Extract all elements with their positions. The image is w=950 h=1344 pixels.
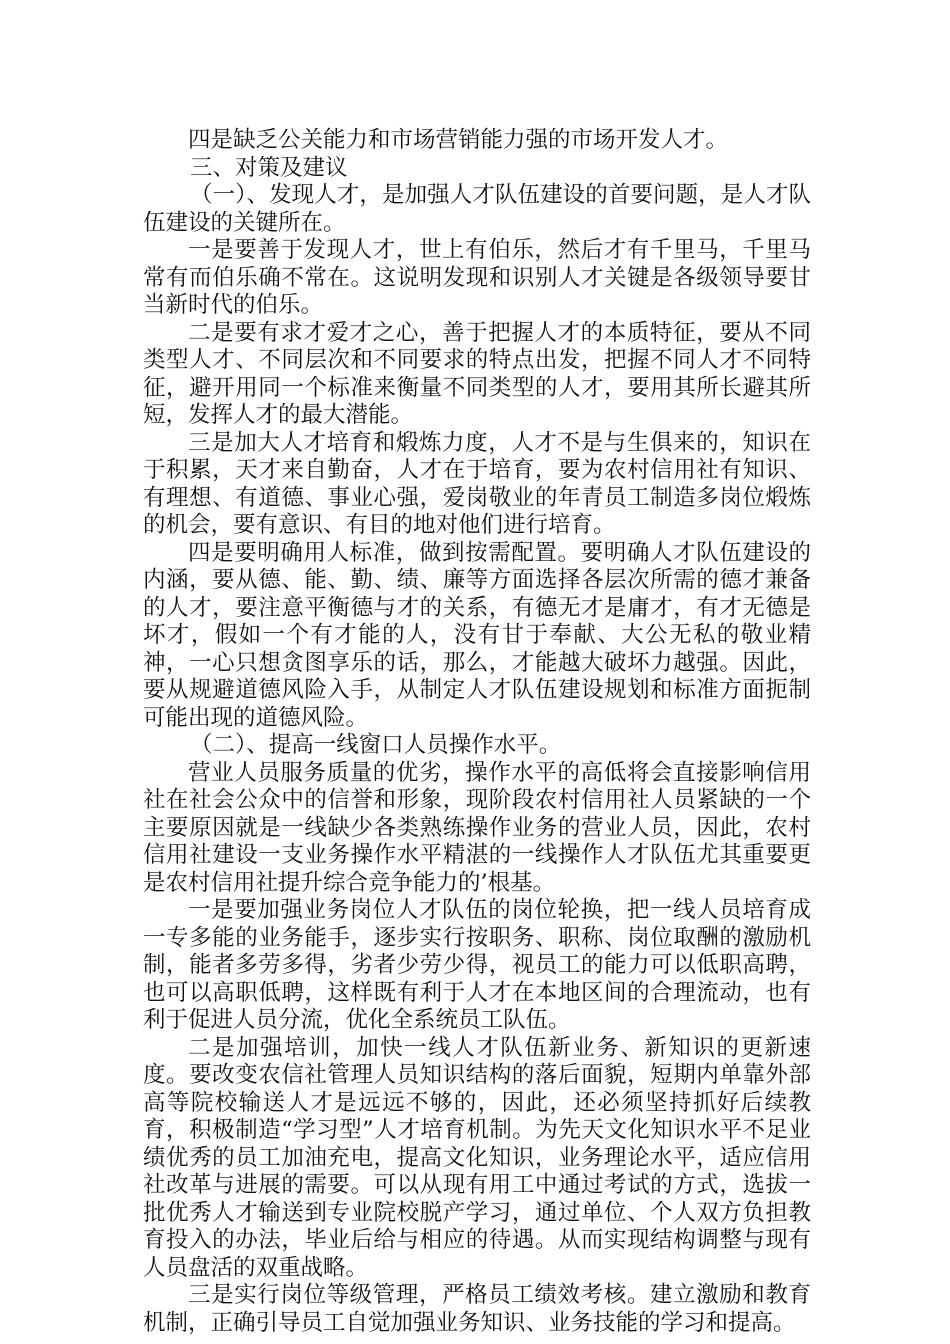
document-body — [143, 127, 811, 1337]
paragraph-rotation: 一是要加强业务岗位人才队伍的岗位轮换，把一线人员培育成一专多能的业务能手，逐步实行按职务、职称、岗位取酬的激励机制，能者多劳多得，劣者少劳少得，视员工的能力可以低职高聘，也可以高职低聘，这样既有利于人才在本地区间的合理流动，也有利于促进人员分流，优化全系统员工队伍。 — [143, 897, 811, 1033]
paragraph-training: 二是加强培训，加快一线人才队伍新业务、新知识的更新速度。要改变农信社管理人员知识结构的落后面貌，短期内单靠外部高等院校输送人才是远远不够的，因此，还必须坚持抓好后续教育，积极制造“学习型”人才培育机制。为先天文化知识水平不足业绩优秀的员工加油充电，提高文化知识，业务理论水平，适应信用社改革与进展的需要。可以从现有用工中通过考试的方式，选拔一批优秀人才输送到专业院校脱产学习，通过单位、个人双方负担教育投入的办法，毕业后给与相应的待遇。从而实现结构调整与现有人员盘活的双重战略。 — [143, 1034, 811, 1281]
paragraph-cherish-talent: 二是要有求才爱才之心，善于把握人才的本质特征，要从不同类型人才、不同层次和不同要求的特点出发，把握不同人才不同特征，避开用同一个标准来衡量不同类型的人才，要用其所长避其所短，发挥人才的最大潜能。 — [143, 319, 811, 428]
section-heading-3: 三、对策及建议 — [190, 154, 348, 181]
paragraph-service-quality: 营业人员服务质量的优劣，操作水平的高低将会直接影响信用社在社会公众中的信誉和形象，现阶段农村信用社人员紧缺的一个主要原因就是一线缺少各类熟练操作业务的营业人员，因此，农村信用社建设一支业务操作水平精湛的一线操作人才队伍尤其重要更是农村信用社提升综合竞争能力的’根基。 — [143, 759, 811, 896]
paragraph-1: 四是缺乏公关能力和市场营销能力强的市场开发人才。 — [188, 127, 729, 153]
paragraph-standards: 四是要明确用人标准，做到按需配置。要明确人才队伍建设的内涵，要从德、能、勤、绩、廉等方面选择各层次所需的德才兼备的人才，要注意平衡德与才的关系，有德无才是庸才，有才无德是坏才，假如一个有才能的人，没有甘于奉献、大公无私的敬业精神，一心只想贪图享乐的话，那么，才能越大破坏力越强。因此，要从规避道德风险入手，从制定人才队伍建设规划和标准方面扼制可能出现的道德风险。 — [143, 539, 811, 731]
subsection-heading-2: （二）、提高一线窗口人员操作水平。 — [190, 732, 562, 758]
paragraph-discover-talent: 一是要善于发现人才，世上有伯乐，然后才有千里马，千里马常有而伯乐确不常在。这说明发现和识别人才关键是各级领导要甘当新时代的伯乐。 — [143, 237, 811, 318]
subsection-heading-1: （一）、发现人才，是加强人才队伍建设的首要问题，是人才队伍建设的关键所在。 — [143, 182, 811, 236]
paragraph-grading: 三是实行岗位等级管理，严格员工绩效考核。建立激励和教育机制，正确引导员工自觉加强业务知识、业务技能的学习和提高。 — [143, 1282, 811, 1336]
paragraph-train-talent: 三是加大人才培育和煅炼力度，人才不是与生俱来的，知识在于积累，天才来自勤奋，人才在于培育，要为农村信用社有知识、有理想、有道德、事业心强，爱岗敬业的年青员工制造多岗位煅炼的机会，要有意识、有目的地对他们进行培育。 — [143, 429, 811, 538]
